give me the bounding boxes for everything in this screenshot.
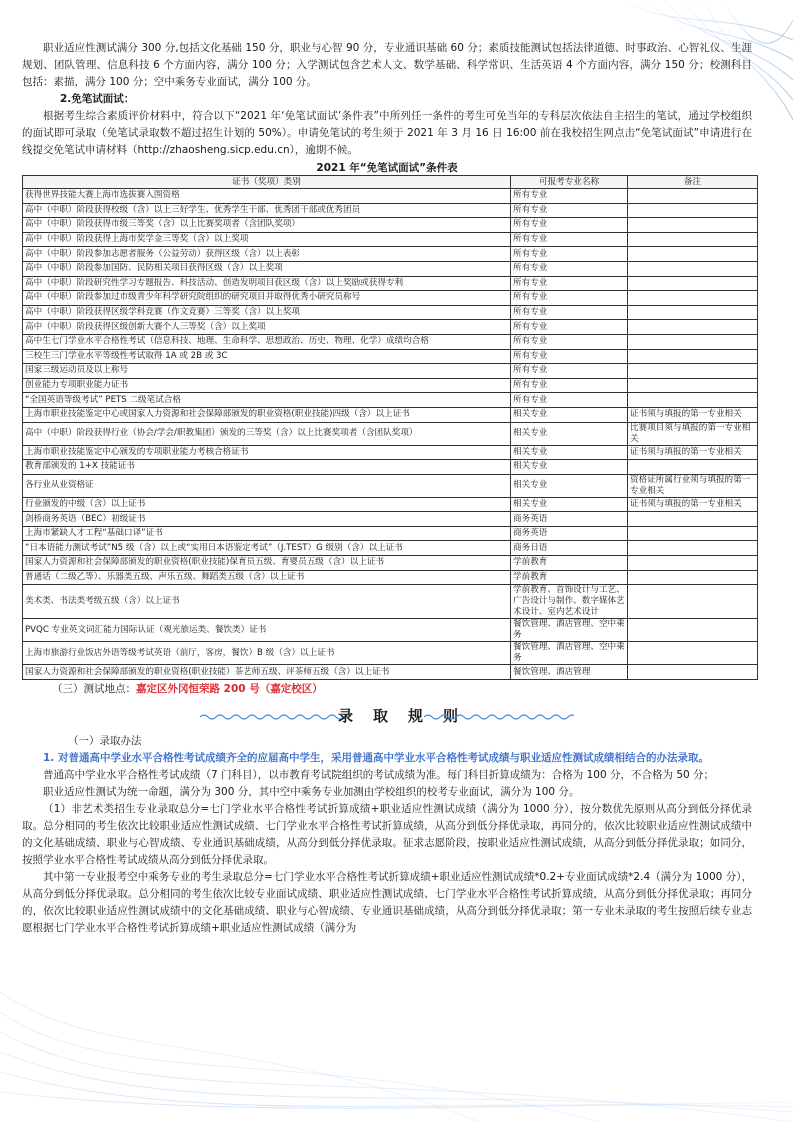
cell-eligible-major: 学前教育、首饰设计与工艺、广告设计与制作、数字媒体艺术设计、室内艺术设计	[511, 585, 628, 619]
paragraph-academic-scores: 普通高中学业水平合格性考试成绩（7 门科目），以市教育考试院组织的考试成绩为准。每门科目折算成绩为：合格为 100 分，不合格为 50 分；	[43, 768, 715, 781]
cell-eligible-major: 所有专业	[511, 203, 628, 218]
cell-remarks	[628, 189, 758, 204]
cell-remarks	[628, 334, 758, 349]
cell-eligible-major: 商务日语	[511, 541, 628, 556]
table-row	[23, 585, 758, 619]
paragraph-admission-method-highlight: 1. 对普通高中学业水平合格性考试成绩齐全的应届高中学生，采用普通高中学业水平合格性考试成绩与职业适应性测试成绩相结合的办法录取。	[43, 751, 709, 764]
table-title: 2021 年“免笔试面试”条件表	[316, 162, 458, 174]
cell-eligible-major: 所有专业	[511, 276, 628, 291]
table-row	[23, 407, 758, 422]
cell-remarks	[628, 378, 758, 393]
paragraph-flight-attendant-admission: 其中第一专业报考空中乘务专业的考生录取总分=七门学业水平合格性考试折算成绩+职业适应性测试成绩*0.2+专业面试成绩*2.4（满分为 1000 分），从高分到低分择优录取。总分相同的考生依次比较专业面试成绩、职业适应性测试成绩、七门学业水平合格性考试折算成绩，从高分到低分择优录取；再同分的，依次比较职业适应性测试成绩中的文化基础成绩、职业与心智成绩、专业通识基础成绩，从高分到低分择优录取；第一专业未录取的考生按照后续专业志愿根据七门学业水平合格性考试折算成绩+职业适应性测试成绩（满分为	[22, 870, 752, 934]
cell-eligible-major: 相关专业	[511, 497, 628, 512]
cell-eligible-major: 餐饮管理、酒店管理、空中乘务	[511, 642, 628, 665]
cell-remarks: 资格证所属行业须与填报的第一专业相关	[628, 474, 758, 497]
cell-certificate: 剑桥商务英语（BEC）初级证书	[23, 512, 511, 527]
decorative-waves-bottom	[0, 912, 793, 1122]
header-certificate-category: 证书（奖项）类别	[23, 176, 511, 189]
paragraph-test-scores: 职业适应性测试满分 300 分,包括文化基础 150 分，职业与心智 90 分，专业通识基础 60 分；素质技能测试包括法律道德、时事政治、心智礼仪、生涯规划、团队管理、信息科技 6 个方面内容，满分 100 分；入学测试包含艺术人文、数学基础、科学常识、生活英语 4 个方面内容，满分 150 分；校测科目包括：素描，满分 100 分；空中乘务专业面试，满分 100 分。	[22, 42, 752, 88]
cell-eligible-major: 所有专业	[511, 393, 628, 408]
cell-certificate: 国家人力资源和社会保障部颁发的职业资格(职业技能)保育员五级、育婴员五级（含）以上证书	[23, 556, 511, 571]
cell-remarks	[628, 393, 758, 408]
cell-eligible-major: 所有专业	[511, 291, 628, 306]
cell-certificate: “全国英语等级考试” PETS 二级笔试合格	[23, 393, 511, 408]
cell-certificate: 教育部颁发的 1+X 技能证书	[23, 460, 511, 475]
cell-eligible-major: 相关专业	[511, 407, 628, 422]
cell-remarks	[628, 570, 758, 585]
cell-certificate: 高中（中职）阶段获得校级（含）以上三好学生、优秀学生干部、优秀团干部或优秀团员	[23, 203, 511, 218]
conditions-table	[22, 175, 758, 680]
table-row	[23, 556, 758, 571]
table-row	[23, 305, 758, 320]
cell-eligible-major: 餐饮管理、酒店管理、空中乘务	[511, 619, 628, 642]
cell-eligible-major: 商务英语	[511, 512, 628, 527]
cell-eligible-major: 相关专业	[511, 422, 628, 445]
cell-eligible-major: 所有专业	[511, 320, 628, 335]
cell-certificate: 普通话（二级乙等）、乐器类五级、声乐五级、舞蹈类五级（含）以上证书	[23, 570, 511, 585]
table-row	[23, 261, 758, 276]
cell-certificate: 创业能力专项职业能力证书	[23, 378, 511, 393]
table-row	[23, 276, 758, 291]
cell-remarks	[628, 276, 758, 291]
wave-divider-left-icon	[200, 713, 350, 721]
cell-certificate: PVQC 专业英文词汇能力国际认证（观光旅运类、餐饮类）证书	[23, 619, 511, 642]
cell-certificate: 高中（中职）阶段获得区级创新大赛个人三等奖（含）以上奖项	[23, 320, 511, 335]
cell-remarks	[628, 232, 758, 247]
cell-certificate: 高中生七门学业水平合格性考试（信息科技、地理、生命科学、思想政治、历史、物理、化学）成绩均合格	[23, 334, 511, 349]
cell-remarks	[628, 556, 758, 571]
test-location	[52, 681, 752, 697]
test-location-label: （三）测试地点：	[52, 682, 136, 695]
cell-remarks: 证书须与填报的第一专业相关	[628, 445, 758, 460]
cell-certificate: 高中（中职）阶段获得上海市奖学金三等奖（含）以上奖项	[23, 232, 511, 247]
cell-eligible-major: 学前教育	[511, 556, 628, 571]
cell-certificate: 美术类、书法类考级五级（含）以上证书	[23, 585, 511, 619]
cell-certificate: 上海市职业技能鉴定中心或国家人力资源和社会保障部颁发的职业资格(职业技能)四级（含）以上证书	[23, 407, 511, 422]
table-row	[23, 497, 758, 512]
cell-remarks	[628, 291, 758, 306]
header-eligible-major: 可报考专业名称	[511, 176, 628, 189]
cell-eligible-major: 所有专业	[511, 189, 628, 204]
cell-remarks	[628, 203, 758, 218]
cell-remarks	[628, 218, 758, 233]
cell-remarks	[628, 261, 758, 276]
table-row	[23, 320, 758, 335]
cell-eligible-major: 所有专业	[511, 349, 628, 364]
cell-remarks	[628, 247, 758, 262]
table-row	[23, 512, 758, 527]
cell-certificate: 高中（中职）阶段参加过市级青少年科学研究院组织的研究项目并取得优秀小研究员称号	[23, 291, 511, 306]
cell-certificate: 行业颁发的中级（含）以上证书	[23, 497, 511, 512]
cell-remarks: 证书须与填报的第一专业相关	[628, 407, 758, 422]
heading-exempt-written-test: 2.免笔试面试：	[60, 93, 135, 105]
cell-certificate: 国家人力资源和社会保障部颁发的职业资格(职业技能）茶艺师五级、评茶师五级（含）以上证书	[23, 665, 511, 680]
cell-eligible-major: 所有专业	[511, 334, 628, 349]
cell-certificate: 高中（中职）阶段获得行业（协会/学会/职教集团）颁发的三等奖（含）以上比赛奖项者（含团队奖项）	[23, 422, 511, 445]
table-row	[23, 570, 758, 585]
document-page	[22, 40, 752, 937]
cell-eligible-major: 相关专业	[511, 460, 628, 475]
subheading-admission-method: （一）录取办法	[68, 734, 142, 747]
cell-certificate: 上海市旅游行业饭店外语等级考试英语（前厅，客房，餐饮）B 级（含）以上证书	[23, 642, 511, 665]
table-row	[23, 247, 758, 262]
cell-remarks	[628, 460, 758, 475]
cell-remarks	[628, 642, 758, 665]
section-title-admission-rules	[22, 699, 752, 733]
table-row	[23, 189, 758, 204]
table-row	[23, 334, 758, 349]
table-row	[23, 378, 758, 393]
cell-remarks	[628, 349, 758, 364]
cell-certificate: 高中（中职）阶段获得市级三等奖（含）以上比赛奖项者（含团队奖项）	[23, 218, 511, 233]
table-row	[23, 541, 758, 556]
table-row	[23, 203, 758, 218]
paragraph-non-art-admission: （1）非艺术类招生专业录取总分=七门学业水平合格性考试折算成绩+职业适应性测试成绩（满分为 1000 分），按分数优先原则从高分到低分择优录取。总分相同的考生依次比较职业适应性测试成绩、七门学业水平合格性考试折算成绩，从高分到低分择优录取，再同分的，依次比较职业适应性测试成绩中的文化基础成绩、职业与心智成绩、专业通识基础成绩，从高分到低分择优录取。征求志愿阶段，按职业适应性测试成绩，从高分到低分择优录取；如同分，按照学业水平合格性考试成绩从高分到低分择优录取。	[22, 802, 752, 866]
cell-eligible-major: 所有专业	[511, 261, 628, 276]
table-row	[23, 364, 758, 379]
paragraph-exempt-written-test: 根据考生综合素质评价材料中，符合以下“2021 年‘免笔试面试’条件表”中所列任一条件的考生可免当年的专科层次依法自主招生的笔试，通过学校组织的面试即可录取（免笔试录取数不超过招生计划的 50%）。申请免笔试的考生须于 2021 年 3 月 16 日 16:00 前在我校招生网点击“免笔试面试”申请进行在线提交免笔试申请材料（http://zhaosheng.sicp.edu.cn），逾期不候。	[22, 110, 752, 156]
table-row	[23, 445, 758, 460]
test-location-address: 嘉定区外冈恒荣路 200 号（嘉定校区）	[136, 682, 323, 695]
paragraph-aptitude-test: 职业适应性测试为统一命题，满分为 300 分，其中空中乘务专业加测由学校组织的校考专业面试，满分为 100 分。	[43, 785, 580, 798]
cell-remarks	[628, 305, 758, 320]
table-row	[23, 349, 758, 364]
cell-certificate: 高中（中职）阶段参加志愿者服务（公益劳动）获得区级（含）以上表彰	[23, 247, 511, 262]
section-title-text: 录取规则	[338, 706, 479, 725]
table-header-row	[23, 176, 758, 189]
cell-remarks	[628, 541, 758, 556]
cell-eligible-major: 相关专业	[511, 474, 628, 497]
cell-remarks	[628, 619, 758, 642]
cell-eligible-major: 学前教育	[511, 570, 628, 585]
table-row	[23, 232, 758, 247]
cell-eligible-major: 餐饮管理、酒店管理	[511, 665, 628, 680]
cell-certificate: “日本语能力测试考试”N5 级（含）以上或“实用日本语鉴定考试”（J.TEST）G 级别（含）以上证书	[23, 541, 511, 556]
header-remarks: 备注	[628, 176, 758, 189]
table-row	[23, 218, 758, 233]
table-row	[23, 526, 758, 541]
table-row	[23, 422, 758, 445]
cell-remarks	[628, 585, 758, 619]
cell-remarks	[628, 364, 758, 379]
cell-eligible-major: 所有专业	[511, 232, 628, 247]
cell-remarks	[628, 526, 758, 541]
table-row	[23, 619, 758, 642]
cell-certificate: 国家三级运动员及以上称号	[23, 364, 511, 379]
table-row	[23, 393, 758, 408]
cell-remarks	[628, 512, 758, 527]
wave-divider-right-icon	[424, 713, 574, 721]
table-row	[23, 642, 758, 665]
cell-remarks: 比赛项目须与填报的第一专业相关	[628, 422, 758, 445]
table-row	[23, 460, 758, 475]
conditions-table-body	[23, 189, 758, 680]
cell-eligible-major: 所有专业	[511, 378, 628, 393]
cell-remarks: 证书须与填报的第一专业相关	[628, 497, 758, 512]
cell-remarks	[628, 665, 758, 680]
cell-eligible-major: 所有专业	[511, 364, 628, 379]
cell-certificate: 高中（中职）阶段参加国防、民防相关项目获得区级（含）以上奖项	[23, 261, 511, 276]
cell-certificate: 上海市紧缺人才工程“基础口译”证书	[23, 526, 511, 541]
cell-eligible-major: 所有专业	[511, 247, 628, 262]
cell-certificate: 高中（中职）阶段研究性学习专题报告、科技活动、创造发明项目获区级（含）以上奖励或获得专利	[23, 276, 511, 291]
cell-remarks	[628, 320, 758, 335]
cell-certificate: 获得世界技能大赛上海市选拔赛入围资格	[23, 189, 511, 204]
table-row	[23, 665, 758, 680]
cell-eligible-major: 所有专业	[511, 305, 628, 320]
cell-eligible-major: 相关专业	[511, 445, 628, 460]
cell-eligible-major: 所有专业	[511, 218, 628, 233]
cell-certificate: 各行业从业资格证	[23, 474, 511, 497]
cell-eligible-major: 商务英语	[511, 526, 628, 541]
table-row	[23, 291, 758, 306]
table-row	[23, 474, 758, 497]
cell-certificate: 高中（中职）阶段获得区级学科竞赛（作文竞赛）三等奖（含）以上奖项	[23, 305, 511, 320]
cell-certificate: 三校生三门学业水平等级性考试取得 1A 或 2B 或 3C	[23, 349, 511, 364]
cell-certificate: 上海市职业技能鉴定中心颁发的专项职业能力考核合格证书	[23, 445, 511, 460]
